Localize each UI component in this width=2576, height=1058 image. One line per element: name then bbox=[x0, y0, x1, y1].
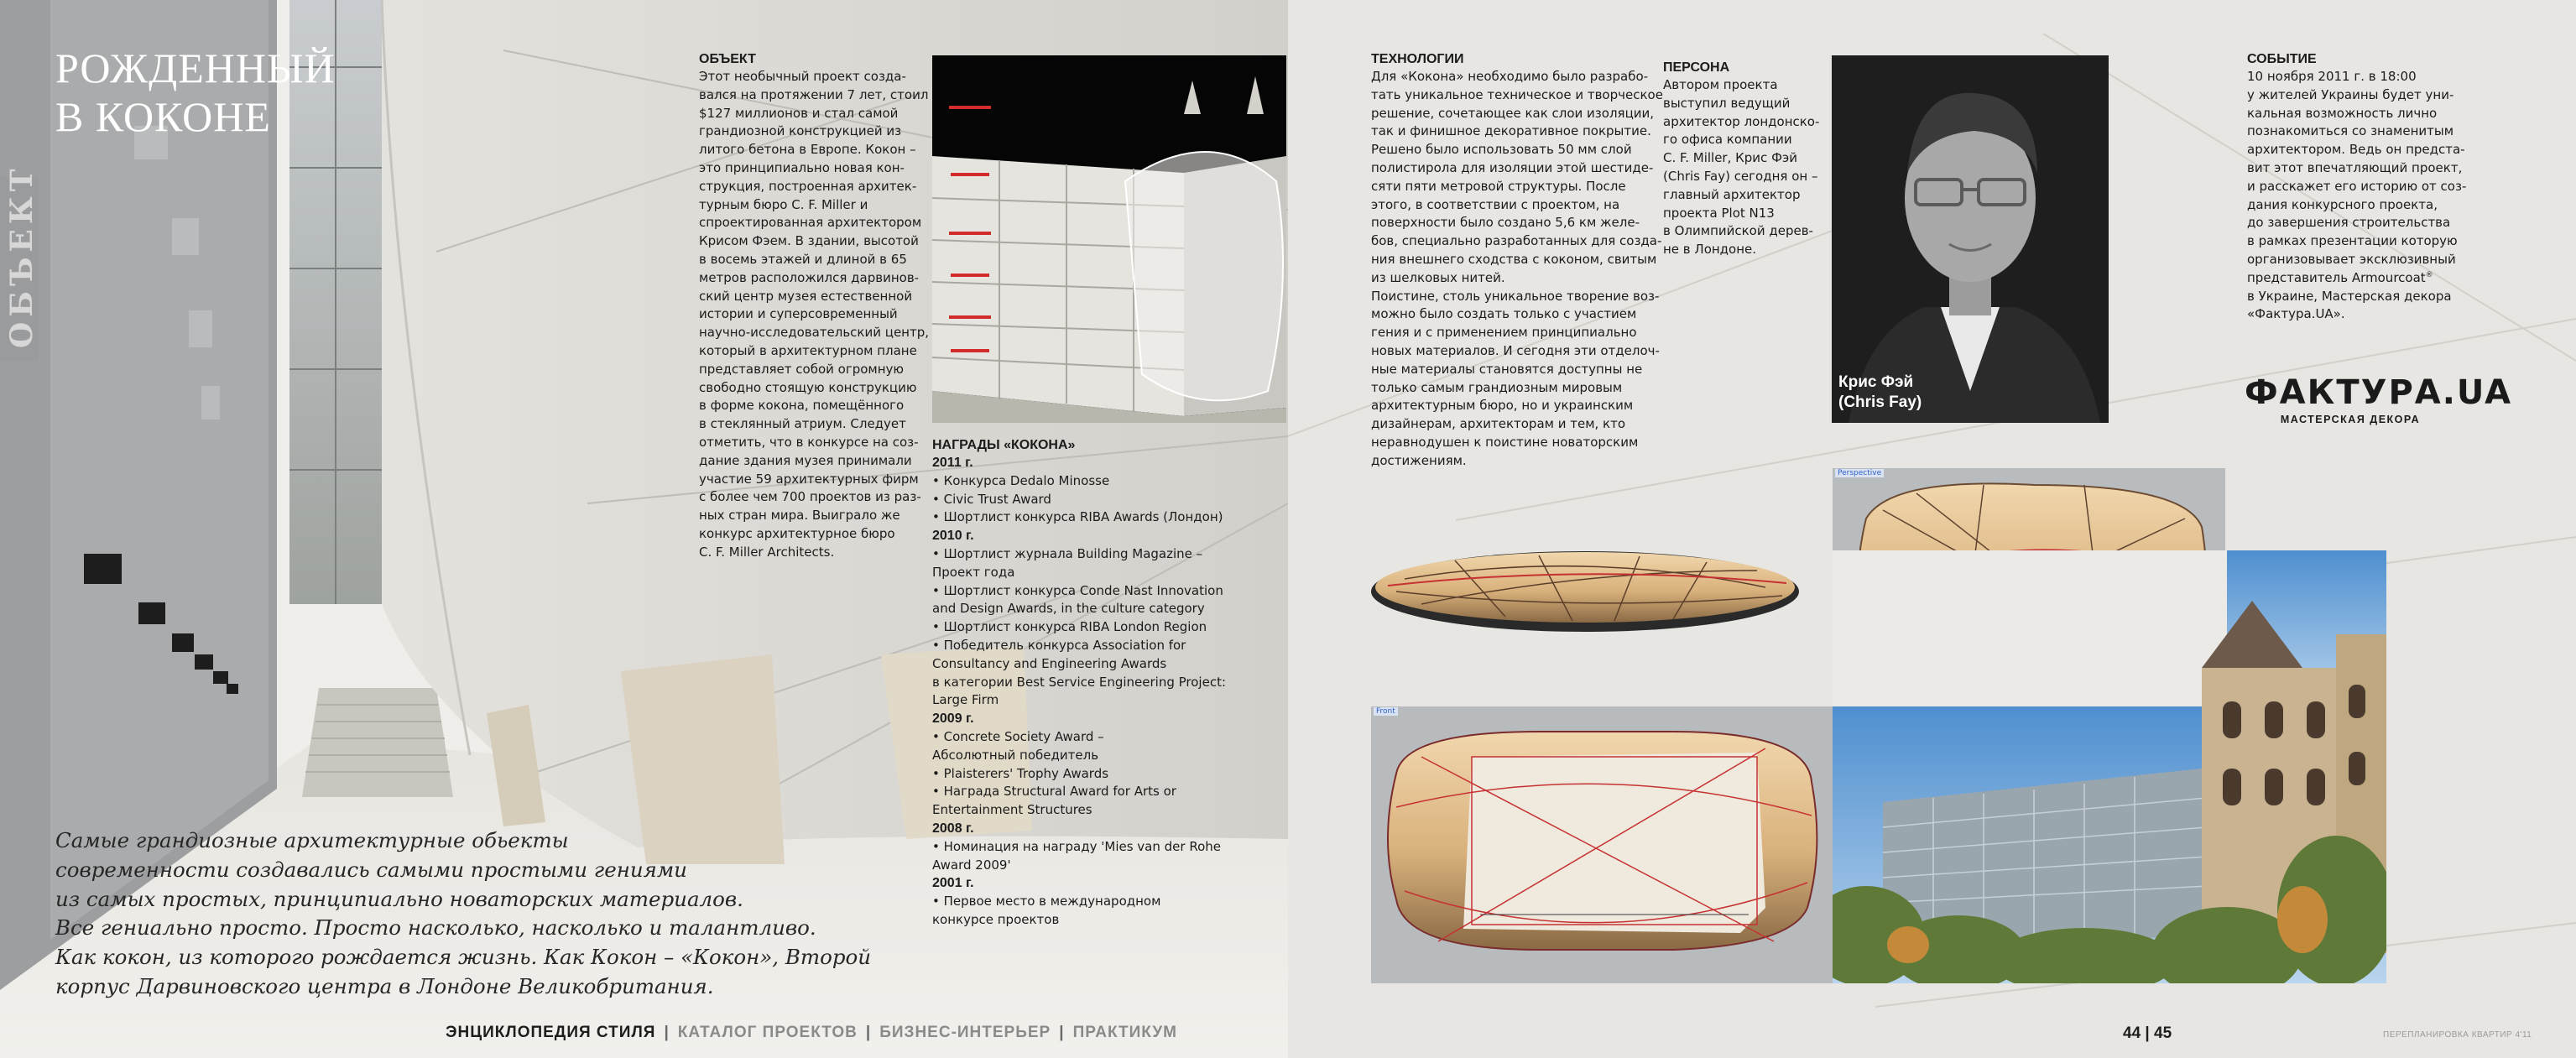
text-line: полистирола для изоляции этой шестиде- bbox=[1371, 159, 1654, 175]
text-line: 10 ноября 2011 г. в 18:00 bbox=[2247, 69, 2417, 84]
award-line: Large Firm bbox=[932, 692, 999, 708]
text-line bbox=[2247, 269, 2465, 288]
text-line: решение, сочетающее как слои изоляции, bbox=[1371, 105, 1655, 121]
text-line: новых материалов. И сегодня эти отделоч- bbox=[1371, 342, 1660, 358]
text-line: кальная возможность лично bbox=[2247, 105, 2438, 121]
text-line: научно-исследовательский центр, bbox=[699, 325, 930, 341]
text-line: Этот необычный проект созда- bbox=[699, 69, 906, 84]
text-line: вался на протяжении 7 лет, стоил bbox=[699, 86, 929, 102]
text-line: только самым грандиозным мировым bbox=[1371, 379, 1623, 395]
award-line: конкурсе проектов bbox=[932, 911, 1060, 927]
text-line: тать уникальное техническое и творческое bbox=[1371, 86, 1663, 102]
text-line: (Chris Fay) сегодня он – bbox=[1663, 168, 1818, 184]
text-line: C. F. Miller Architects. bbox=[699, 544, 835, 560]
award-line: and Design Awards, in the culture category bbox=[932, 601, 1205, 617]
text-line: ния внешнего сходства с коконом, свитым bbox=[1371, 251, 1657, 267]
text-line: ные материалы становятся доступны не bbox=[1371, 361, 1643, 377]
text-line: бов, специально разработанных для созда- bbox=[1371, 233, 1662, 249]
portrait-caption bbox=[1838, 373, 1922, 413]
award-line: • Конкурса Dedalo Minosse bbox=[932, 472, 1110, 488]
footer-navigation bbox=[446, 1024, 1177, 1042]
award-line: • Civic Trust Award bbox=[932, 491, 1051, 507]
text-line: не в Лондоне. bbox=[1663, 242, 1757, 258]
viewport-tag-front: Front bbox=[1374, 707, 1398, 716]
text-line: организовывает эксклюзивный bbox=[2247, 251, 2456, 267]
text-line: дизайнерам, архитекторам и тем, кто bbox=[1371, 416, 1626, 432]
logo-wordmark: ФАКТУРА.UA bbox=[2245, 373, 2513, 412]
faktura-logo bbox=[2245, 373, 2513, 425]
text-line: спроектированная архитектором bbox=[699, 215, 922, 231]
text-line: турным бюро C. F. Miller и bbox=[699, 196, 868, 212]
cutaway-render bbox=[932, 55, 1286, 423]
event-column bbox=[2247, 50, 2465, 324]
quote-line: корпус Дарвиновского центра в Лондоне Великобритания. bbox=[55, 973, 714, 998]
text-line: в Олимпийской дерев- bbox=[1663, 223, 1813, 239]
persona-text bbox=[1663, 76, 1822, 259]
cocoon-section-render bbox=[1371, 706, 1833, 983]
text-line: в восемь этажей и длиной в 65 bbox=[699, 251, 907, 267]
museum-building-photo bbox=[1833, 550, 2386, 983]
viewport-label bbox=[1833, 468, 1933, 480]
text-line: Для «Кокона» необходимо было разрабо- bbox=[1371, 69, 1649, 84]
text-line: конкурс архитектурное бюро bbox=[699, 525, 895, 541]
award-line: • Награда Structural Award for Arts or bbox=[932, 784, 1176, 800]
title-line: РОЖДЕННЫЙ bbox=[55, 44, 336, 91]
text-line: который в архитектурном плане bbox=[699, 342, 917, 358]
caption-line: (Chris Fay) bbox=[1838, 393, 1922, 411]
text-line: этого, в соответствии с проектом, на bbox=[1371, 196, 1620, 212]
text-line: сяти пяти метровой структуры. После bbox=[1371, 178, 1626, 194]
text-line: го офиса компании bbox=[1663, 132, 1792, 148]
event-text bbox=[2247, 68, 2465, 324]
object-heading: ОБЪЕКТ bbox=[699, 52, 756, 66]
nav-separator: | bbox=[865, 1024, 872, 1041]
issue-tag: ПЕРЕПЛАНИРОВКА КВАРТИР 4'11 bbox=[2383, 1030, 2532, 1040]
object-text bbox=[699, 68, 930, 562]
text-line: представляет собой огромную bbox=[699, 361, 905, 377]
award-line: • Concrete Society Award – bbox=[932, 728, 1104, 744]
page-numbers: 44 | 45 bbox=[2123, 1024, 2172, 1042]
text-line: это принципиально новая кон- bbox=[699, 159, 905, 175]
text-line: гения и с применением принципиально bbox=[1371, 325, 1637, 341]
text-line: в Украине, Мастерская декора bbox=[2247, 288, 2452, 304]
text-line: Крисом Фэем. В здании, высотой bbox=[699, 233, 919, 249]
quote-line: современности создавались самыми простыми гениями bbox=[55, 857, 687, 882]
text-line: у жителей Украины будет уни- bbox=[2247, 86, 2454, 102]
awards-list bbox=[932, 454, 1285, 930]
architect-portrait bbox=[1832, 55, 2109, 423]
award-line: • Шортлист конкурса RIBA Awards (Лондон) bbox=[932, 509, 1223, 525]
text-line: главный архитектор bbox=[1663, 186, 1801, 202]
nav-item-workshop[interactable]: ПРАКТИКУМ bbox=[1072, 1024, 1177, 1041]
viewport-label bbox=[1371, 706, 1472, 718]
text-line: C. F. Miller, Крис Фэй bbox=[1663, 150, 1797, 166]
text-line: с более чем 700 проектов из раз- bbox=[699, 489, 921, 505]
text-line: можно было создать только с участием bbox=[1371, 306, 1637, 322]
technology-text bbox=[1371, 68, 1663, 471]
award-year: 2008 г. bbox=[932, 821, 974, 836]
technology-column bbox=[1371, 50, 1663, 471]
text-line: так и финишное декоративное покрытие. bbox=[1371, 123, 1651, 139]
text-line: участие 59 архитектурных фирм bbox=[699, 471, 919, 487]
text-line: ных стран мира. Выиграло же bbox=[699, 508, 900, 524]
award-line: • Первое место в международном bbox=[932, 894, 1161, 909]
text-line: архитектором. Ведь он предста- bbox=[2247, 142, 2465, 158]
text-line: Поистине, столь уникальное творение воз- bbox=[1371, 288, 1660, 304]
trademark-mark: ® bbox=[2425, 270, 2433, 279]
text-line: из шелковых нитей. bbox=[1371, 269, 1505, 285]
award-year: 2011 г. bbox=[932, 456, 973, 470]
intro-quote bbox=[55, 826, 872, 1002]
text-line: $127 миллионов и стал самой bbox=[699, 105, 899, 121]
text-line: отметить, что в конкурсе на соз- bbox=[699, 434, 919, 450]
text-line: вит этот впечатляющий проект, bbox=[2247, 159, 2463, 175]
viewport-tag-perspective: Perspective bbox=[1835, 469, 1884, 477]
text-line: Решено было использовать 50 мм слой bbox=[1371, 142, 1632, 158]
text-line: проекта Plot N13 bbox=[1663, 205, 1775, 221]
quote-line: Все гениально просто. Просто насколько, насколько и талантливо. bbox=[55, 915, 816, 941]
award-line: Consultancy and Engineering Awards bbox=[932, 655, 1167, 671]
text-line: в стеклянный атриум. Следует bbox=[699, 416, 906, 432]
section-label: ОБЪЕКТ bbox=[4, 164, 39, 348]
event-heading: СОБЫТИЕ bbox=[2247, 52, 2317, 66]
text-line: истории и суперсовременный bbox=[699, 306, 898, 322]
text-line: и расскажет его историю от соз- bbox=[2247, 178, 2467, 194]
nav-separator: | bbox=[664, 1024, 670, 1041]
nav-item-style-encyclopedia[interactable]: ЭНЦИКЛОПЕДИЯ СТИЛЯ bbox=[446, 1024, 656, 1041]
text-fragment: представитель Armourcoat bbox=[2247, 269, 2426, 285]
text-line: ский центр музея естественной bbox=[699, 288, 913, 304]
award-line: Entertainment Structures bbox=[932, 802, 1092, 818]
caption-line: Крис Фэй bbox=[1838, 373, 1914, 391]
article-title bbox=[55, 44, 374, 141]
awards-column bbox=[932, 436, 1285, 930]
award-line: Абсолютный победитель bbox=[932, 747, 1099, 763]
text-line: свободно стоящую конструкцию bbox=[699, 379, 917, 395]
award-year: 2010 г. bbox=[932, 529, 974, 544]
text-line: «Фактура.UA». bbox=[2247, 306, 2345, 322]
text-line: выступил ведущий bbox=[1663, 95, 1791, 111]
text-line: до завершения строительства bbox=[2247, 215, 2451, 231]
award-line: • Номинация на награду 'Mies van der Rohe bbox=[932, 838, 1221, 854]
object-column bbox=[699, 50, 930, 562]
text-line: литого бетона в Европе. Кокон – bbox=[699, 142, 916, 158]
text-line: Автором проекта bbox=[1663, 77, 1778, 92]
text-line: архитектор лондонско- bbox=[1663, 113, 1820, 129]
text-line: в форме кокона, помещённого bbox=[699, 398, 905, 414]
text-line: дания конкурсного проекта, bbox=[2247, 196, 2438, 212]
quote-line: Самые грандиозные архитектурные обьекты bbox=[55, 828, 569, 852]
technology-heading: ТЕХНОЛОГИИ bbox=[1371, 52, 1464, 66]
logo-tagline: МАСТЕРСКАЯ ДЕКОРА bbox=[2280, 414, 2421, 425]
nav-item-project-catalog[interactable]: КАТАЛОГ ПРОЕКТОВ bbox=[677, 1024, 858, 1041]
award-line: • Шортлист конкурса RIBA London Region bbox=[932, 619, 1207, 635]
awards-heading: НАГРАДЫ «КОКОНА» bbox=[932, 438, 1076, 452]
text-line: грандиозной конструкцией из bbox=[699, 123, 902, 139]
text-line: в рамках презентации которую bbox=[2247, 233, 2458, 249]
nav-item-business-interior[interactable]: БИЗНЕС-ИНТЕРЬЕР bbox=[879, 1024, 1051, 1041]
text-line: дание здания музея принимали bbox=[699, 452, 912, 468]
text-line: архитектурным бюро, но и украинским bbox=[1371, 398, 1634, 414]
award-line: • Победитель конкурса Association for bbox=[932, 637, 1186, 653]
award-line: • Plaisterers' Trophy Awards bbox=[932, 765, 1109, 781]
award-year: 2001 г. bbox=[932, 876, 974, 891]
award-line: в категории Best Service Engineering Project: bbox=[932, 674, 1227, 690]
award-line: Проект года bbox=[932, 564, 1015, 580]
award-year: 2009 г. bbox=[932, 711, 974, 727]
quote-line: из самых простых, принципиально новаторских материалов. bbox=[55, 886, 743, 911]
nav-separator: | bbox=[1059, 1024, 1065, 1041]
persona-column bbox=[1663, 59, 1822, 259]
award-line: Award 2009' bbox=[932, 857, 1011, 873]
text-line: струкция, построенная архитек- bbox=[699, 178, 917, 194]
award-line: • Шортлист конкурса Conde Nast Innovation bbox=[932, 582, 1223, 598]
persona-heading: ПЕРСОНА bbox=[1663, 60, 1730, 75]
text-line: метров расположился дарвинов- bbox=[699, 269, 920, 285]
title-line: В КОКОНЕ bbox=[55, 93, 271, 140]
text-line: познакомиться со знаменитым bbox=[2247, 123, 2454, 139]
award-line: • Шортлист журнала Building Magazine – bbox=[932, 545, 1203, 561]
text-line: неравнодушен к поистине новаторским bbox=[1371, 434, 1639, 450]
text-line: достижениям. bbox=[1371, 452, 1467, 468]
quote-line: Как кокон, из которого рождается жизнь. Как Кокон – «Кокон», Второй bbox=[55, 945, 872, 970]
cocoon-side-render bbox=[1371, 470, 1804, 722]
text-line: поверхности было создано 5,6 км желе- bbox=[1371, 215, 1640, 231]
